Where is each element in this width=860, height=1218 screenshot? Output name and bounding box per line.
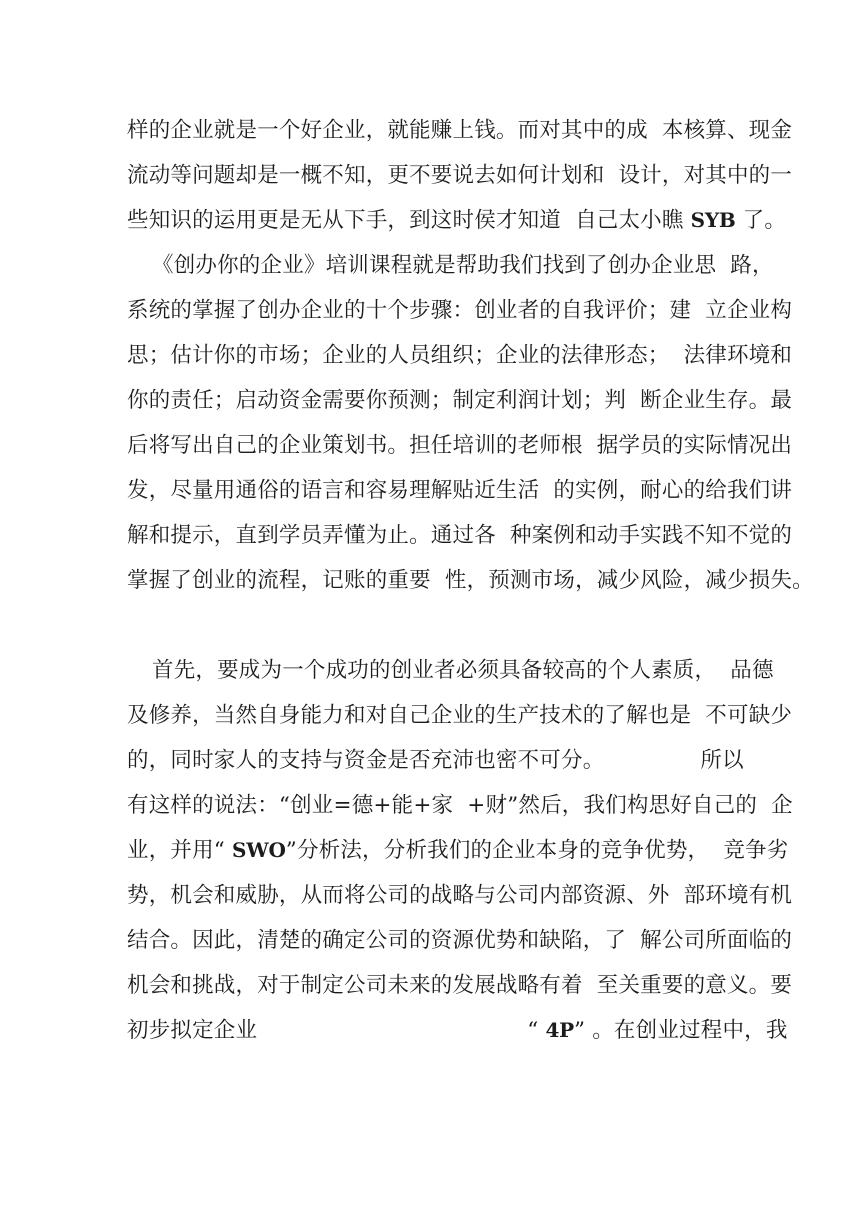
acronym-swo: SWO: [232, 838, 286, 862]
acronym-4p: 4P: [545, 1018, 574, 1042]
line-text-prefix: 些知识的运用更是无从下手，到这时侯才知道 自己太小瞧: [127, 208, 691, 233]
text-line: 思；估计你的市场；企业的人员组织；企业的法律形态； 法律环境和: [127, 343, 793, 368]
text-line: 掌握了创业的流程，记账的重要 性，预测市场，减少风险，减少损失。: [127, 568, 814, 593]
text-line-with-acronym: [127, 198, 787, 243]
text-line: 你的责任；启动资金需要你预测；制定利润计划；判 断企业生存。最: [127, 388, 793, 413]
line-text-tail: 所以: [700, 748, 744, 773]
quote-close: ”: [574, 1018, 586, 1043]
document-text-body: [127, 108, 814, 1053]
text-line: 发，尽量用通俗的语言和容易理解贴近生活 的实例，耐心的给我们讲: [127, 478, 793, 503]
text-line: 有这样的说法：“创业=德+能+家 +财”然后，我们构思好自己的 企: [127, 793, 793, 818]
text-line: 势，机会和威胁，从而将公司的战略与公司内部资源、外 部环境有机: [127, 883, 793, 908]
text-line-with-trailing-word: [127, 738, 744, 783]
text-line: 机会和挑战，对于制定公司未来的发展战略有着 至关重要的意义。要: [127, 973, 793, 998]
text-line-with-acronym: [127, 1008, 788, 1053]
line-text-prefix: 业，并用“: [127, 838, 233, 863]
line-text-prefix: 的，同时家人的支持与资金是否充沛也密不可分。: [127, 748, 605, 773]
text-line: 结合。因此，清楚的确定公司的资源优势和缺陷，了 解公司所面临的: [127, 928, 793, 953]
text-line: 系统的掌握了创办企业的十个步骤：创业者的自我评价；建 立企业构: [127, 298, 793, 323]
text-line: 及修养，当然自身能力和对自己企业的生产技术的了解也是 不可缺少: [127, 703, 793, 728]
line-text-suffix: 了。: [735, 208, 787, 233]
quote-open: “: [527, 1018, 546, 1043]
line-text-prefix: 初步拟定企业: [127, 1018, 258, 1043]
acronym-syb: SYB: [690, 208, 736, 232]
paragraph-2: [127, 243, 814, 603]
text-line: 后将写出自己的企业策划书。担任培训的老师根 据学员的实际情况出: [127, 433, 793, 458]
text-line-with-acronym: [127, 828, 789, 873]
text-line: 首先，要成为一个成功的创业者必须具备较高的个人素质， 品德: [152, 658, 774, 683]
text-line: 样的企业就是一个好企业，就能赚上钱。而对其中的成 本核算、现金: [127, 118, 793, 143]
text-line: 《创办你的企业》培训课程就是帮助我们找到了创办企业思 路，: [152, 253, 774, 278]
line-text-suffix: 。在创业过程中，我: [585, 1018, 788, 1043]
paragraph-3: [127, 648, 793, 1053]
paragraph-spacer: [127, 603, 735, 648]
paragraph-1: [127, 108, 793, 243]
line-text-suffix: ”分析法，分析我们的企业本身的竞争优势， 竞争劣: [285, 838, 789, 863]
text-line: 流动等问题却是一概不知，更不要说去如何计划和 设计，对其中的一: [127, 163, 793, 188]
text-line: 解和提示，直到学员弄懂为止。通过各 种案例和动手实践不知不觉的: [127, 523, 793, 548]
